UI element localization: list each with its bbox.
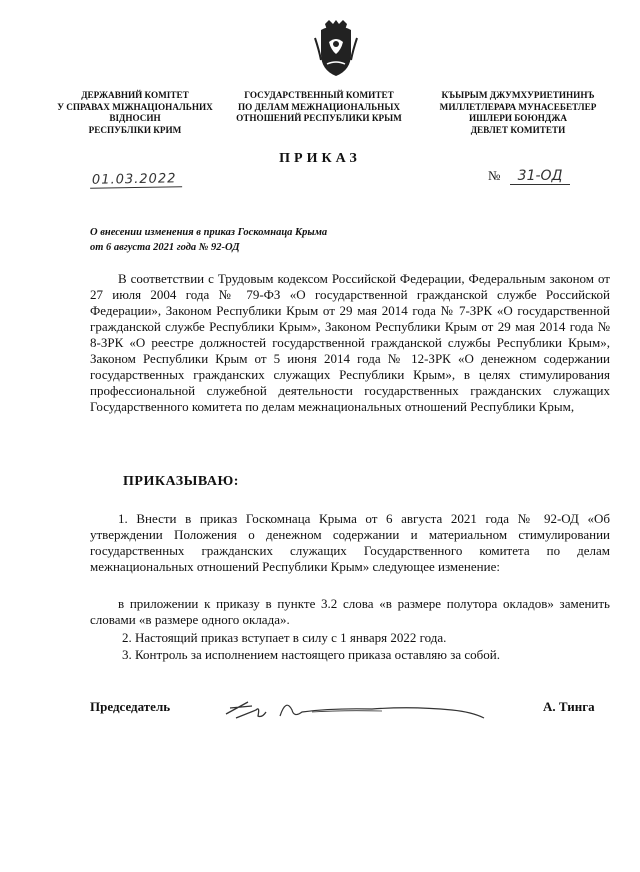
org-ru-line: ГОСУДАРСТВЕННЫЙ КОМИТЕТ [244, 90, 394, 100]
document-date: 01.03.2022 [90, 171, 183, 189]
order-heading: ПРИКАЗЫВАЮ: [123, 474, 239, 489]
document-number [488, 168, 570, 185]
document-subject [90, 225, 390, 255]
number-value: 31-ОД [510, 168, 571, 185]
number-label: № [488, 168, 501, 183]
order-item-3: 3. Контроль за исполнением настоящего приказа оставляю за собой. [122, 647, 500, 662]
org-name-crimean-tatar [418, 90, 618, 136]
crimea-coat-of-arms-icon [313, 20, 359, 78]
org-ua-line: РЕСПУБЛІКИ КРИМ [88, 124, 182, 135]
org-qt-line: ДЕВЛЕТ КОМИТЕТИ [470, 124, 566, 135]
document-title: ПРИКАЗ [279, 151, 361, 166]
org-ua-line: У СПРАВАХ МІЖНАЦІОНАЛЬНИХ [57, 101, 213, 112]
order-item-1: 1. Внести в приказ Госкомнаца Крыма от 6 августа 2021 года № 92-ОД «Об утверждении Положения о денежном содержании и материальном стимулировании государственных гражданских служащих Государственного комитета по делам межнациональных отношений Республики Крым» следующее изменение: [90, 511, 610, 574]
handwritten-signature-icon [222, 688, 492, 728]
subject-line: О внесении изменения в приказ Госкомнаца Крыма [90, 227, 328, 238]
org-qt-line: МИЛЛЕТЛЕРАРА МУНАСЕБЕТЛЕР [439, 101, 597, 112]
subject-line: от 6 августа 2021 года № 92-ОД [90, 242, 240, 253]
org-name-russian [224, 90, 414, 125]
signer-position: Председатель [90, 699, 171, 714]
org-ru-line: ОТНОШЕНИЙ РЕСПУБЛИКИ КРЫМ [236, 113, 402, 123]
org-ua-line: ВІДНОСИН [109, 113, 161, 123]
org-name-ukrainian [50, 90, 220, 136]
order-item-1-detail: в приложении к приказу в пункте 3.2 слова «в размере полутора окладов» заменить словами «в размере одного оклада». [90, 596, 610, 627]
org-ua-line: ДЕРЖАВНИЙ КОМІТЕТ [81, 90, 189, 100]
signer-name: А. Тинга [543, 699, 595, 714]
org-qt-line: ИШЛЕРИ БОЮНДЖА [469, 113, 567, 123]
org-ru-line: ПО ДЕЛАМ МЕЖНАЦИОНАЛЬНЫХ [238, 101, 400, 112]
org-qt-line: КЪЫРЫМ ДЖУМХУРИЕТИНИНЪ [441, 90, 595, 100]
order-item-2: 2. Настоящий приказ вступает в силу с 1 января 2022 года. [122, 630, 447, 645]
preamble-paragraph: В соответствии с Трудовым кодексом Российской Федерации, Федеральным законом от 27 июля 2004 года № 79-ФЗ «О государственной гражданской службе Российской Федерации», Законом Республики Крым от 29 мая 2014 года № 7-ЗРК «О государственной гражданской службе Республики Крым», Законом Республики Крым от 29 мая 2014 года № 8-ЗРК «О реестре должностей государственной гражданской службы Республики Крым», Законом Республики Крым от 5 июня 2014 года № 12-ЗРК «О денежном содержании государственных гражданских служащих Республики Крым», в целях стимулирования профессиональной служебной деятельности государственных гражданских служащих Государственного комитета по делам межнациональных отношений Республики Крым, [90, 271, 610, 414]
